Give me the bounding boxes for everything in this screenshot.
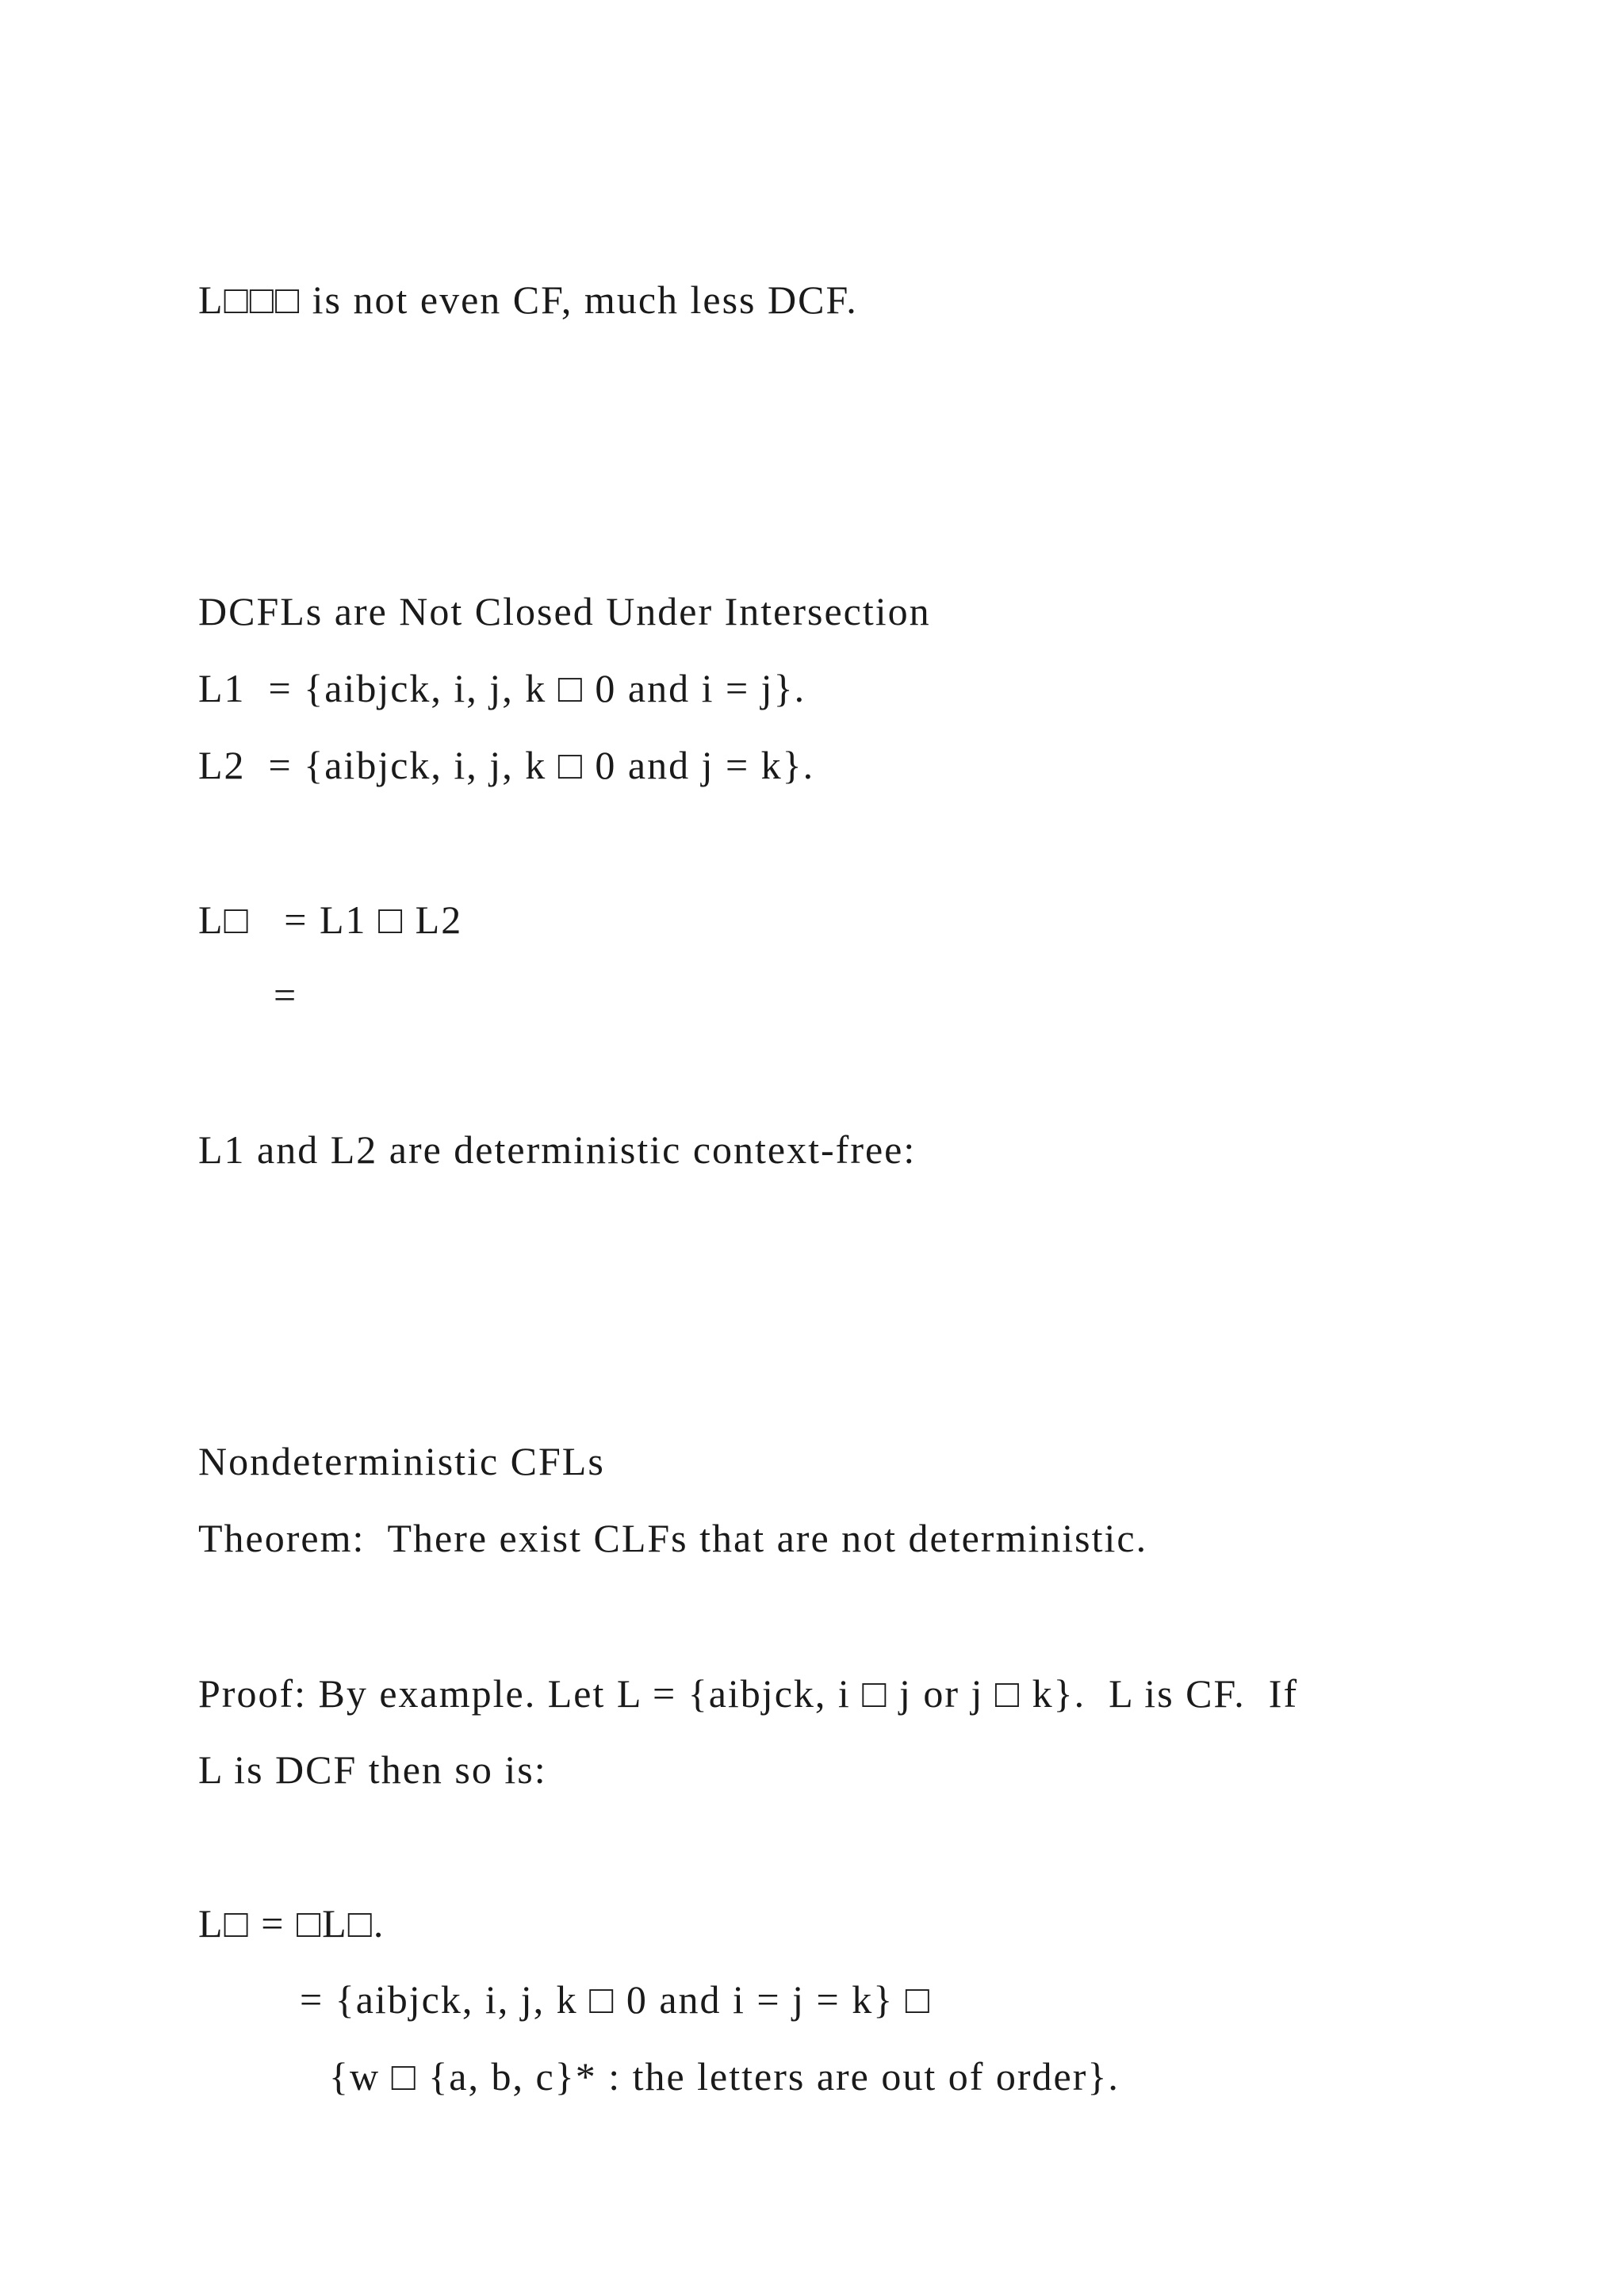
text-line: L□ = □L□. bbox=[198, 1901, 385, 1946]
text-line: L1 = {aibjck, i, j, k □ 0 and i = j}. bbox=[198, 666, 806, 710]
text-line: L is DCF then so is: bbox=[198, 1747, 547, 1792]
text-line: = {aibjck, i, j, k □ 0 and i = j = k} □ bbox=[300, 1977, 931, 2022]
text-line: {w □ {a, b, c}* : the letters are out of order}. bbox=[329, 2054, 1120, 2099]
text-line: L□ = L1 □ L2 bbox=[198, 897, 463, 942]
text-line: L2 = {aibjck, i, j, k □ 0 and j = k}. bbox=[198, 743, 815, 787]
text-line: = bbox=[274, 973, 298, 1017]
section-heading: DCFLs are Not Closed Under Intersection bbox=[198, 589, 931, 633]
text-line: Theorem: There exist CLFs that are not deterministic. bbox=[198, 1516, 1148, 1560]
section-heading: Nondeterministic CFLs bbox=[198, 1439, 605, 1483]
text-line: Proof: By example. Let L = {aibjck, i □ j or j □ k}. L is CF. If bbox=[198, 1671, 1299, 1716]
text-line: L□□□ is not even CF, much less DCF. bbox=[198, 277, 858, 322]
text-line: L1 and L2 are deterministic context-free: bbox=[198, 1127, 917, 1172]
